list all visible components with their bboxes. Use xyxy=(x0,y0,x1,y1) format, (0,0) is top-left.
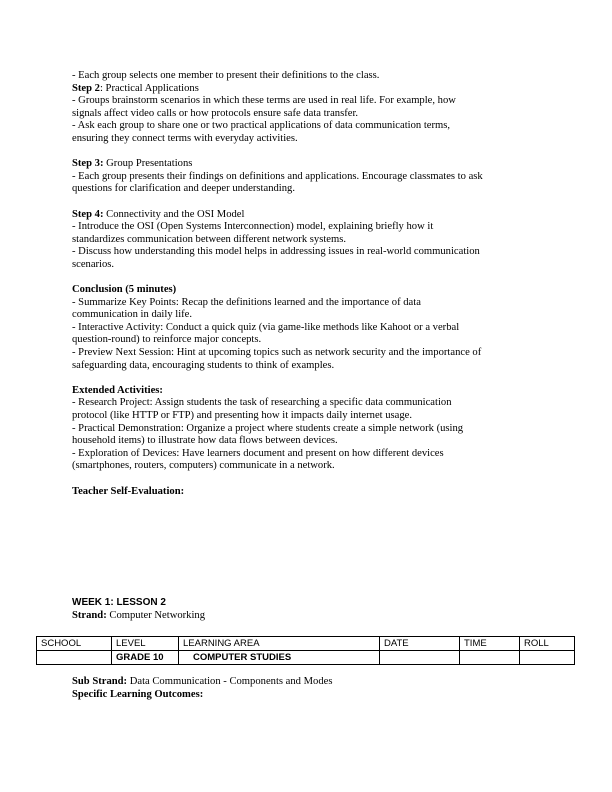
extended-activities-heading: Extended Activities: xyxy=(72,384,163,396)
text-line: - Ask each group to share one or two practical applications of data communication terms, xyxy=(72,120,451,132)
text-line: question-round) to reinforce major concepts. xyxy=(72,334,262,346)
sub-strand-label: Sub Strand: xyxy=(72,676,128,687)
text-line: - Interactive Activity: Conduct a quick quiz (via game-like methods like Kahoot or a verbal xyxy=(72,321,460,333)
text-line: - Summarize Key Points: Recap the definitions learned and the importance of data xyxy=(72,296,421,308)
sub-strand-section xyxy=(72,676,332,701)
lesson-info-table xyxy=(36,636,575,665)
header-level: LEVEL xyxy=(112,637,179,651)
text-line: - Research Project: Assign students the task of researching a specific data communication xyxy=(72,397,452,409)
step-3-line xyxy=(72,158,544,171)
table-row xyxy=(37,651,575,665)
text-line: safeguarding data, encouraging students to think of examples. xyxy=(72,359,335,371)
text-line: - Practical Demonstration: Organize a project where students create a simple network (using xyxy=(72,422,464,434)
cell-roll xyxy=(520,651,575,665)
sub-strand-line xyxy=(72,676,332,689)
text-line: ensuring they connect terms with everyday activities. xyxy=(72,132,298,144)
header-school: SCHOOL xyxy=(37,637,112,651)
cell-learning-area: COMPUTER STUDIES xyxy=(179,651,380,665)
step-2-label: Step 2 xyxy=(72,82,100,94)
step-4-label: Step 4: xyxy=(72,208,104,220)
header-roll: ROLL xyxy=(520,637,575,651)
text-line: standardizes communication between different network systems. xyxy=(72,233,346,245)
step-3-title: Group Presentations xyxy=(103,158,193,170)
text-line: signals affect video calls or how protocols ensure safe data transfer. xyxy=(72,107,359,119)
text-line: - Exploration of Devices: Have learners document and present on how different devices xyxy=(72,447,444,459)
strand-line xyxy=(72,610,205,623)
text-line: - Each group presents their findings on definitions and applications. Encourage classmates to ask xyxy=(72,170,483,182)
cell-level: GRADE 10 xyxy=(112,651,179,665)
step-4-line xyxy=(72,209,544,222)
step-3-label: Step 3: xyxy=(72,158,104,170)
step-2-line xyxy=(72,83,544,96)
conclusion-heading: Conclusion (5 minutes) xyxy=(72,284,177,296)
text-line: questions for clarification and deeper understanding. xyxy=(72,183,295,195)
cell-date xyxy=(380,651,460,665)
sub-strand-value: Data Communication - Components and Modes xyxy=(127,676,333,687)
text-line: - Groups brainstorm scenarios in which these terms are used in real life. For example, how xyxy=(72,95,456,107)
header-learning-area: LEARNING AREA xyxy=(179,637,380,651)
text-line: communication in daily life. xyxy=(72,309,193,321)
lesson-body xyxy=(72,70,544,498)
text-line: - Introduce the OSI (Open Systems Interconnection) model, explaining briefly how it xyxy=(72,221,434,233)
header-time: TIME xyxy=(460,637,520,651)
step-4-title: Connectivity and the OSI Model xyxy=(103,208,245,220)
text-line: - Each group selects one member to present their definitions to the class. xyxy=(72,70,380,81)
cell-school xyxy=(37,651,112,665)
header-date: DATE xyxy=(380,637,460,651)
table-header-row xyxy=(37,637,575,651)
text-line: scenarios. xyxy=(72,258,115,270)
step-2-title: : Practical Applications xyxy=(99,82,199,94)
text-line: protocol (like HTTP or FTP) and presenting how it impacts daily internet usage. xyxy=(72,410,413,422)
text-line: - Discuss how understanding this model helps in addressing issues in real-world communication xyxy=(72,246,480,258)
text-line: - Preview Next Session: Hint at upcoming topics such as network security and the importance of xyxy=(72,347,482,359)
specific-learning-outcomes-heading: Specific Learning Outcomes: xyxy=(72,688,204,700)
strand-value: Computer Networking xyxy=(106,610,206,621)
strand-label: Strand: xyxy=(72,610,107,621)
cell-time xyxy=(460,651,520,665)
teacher-self-evaluation-heading: Teacher Self-Evaluation: xyxy=(72,485,185,497)
text-line: (smartphones, routers, computers) communicate in a network. xyxy=(72,460,335,472)
week-lesson-heading: WEEK 1: LESSON 2 xyxy=(72,597,166,608)
text-line: household items) to illustrate how data flows between devices. xyxy=(72,435,338,447)
